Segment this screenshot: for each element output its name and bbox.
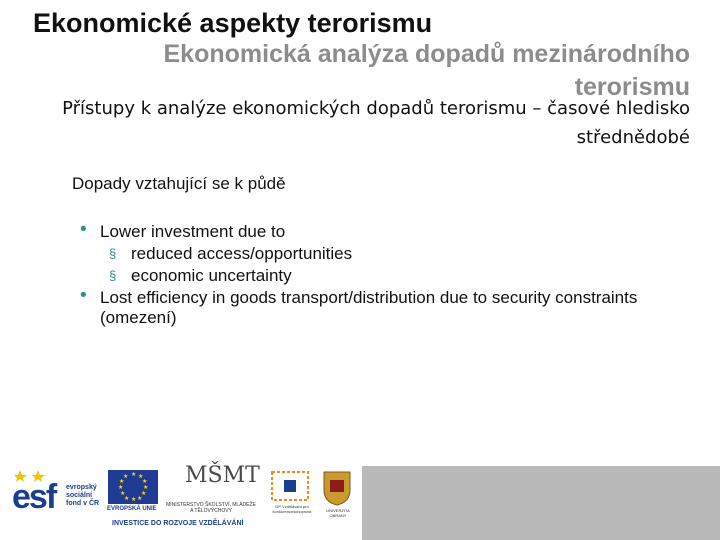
footer-bar xyxy=(362,466,720,540)
section-title: Dopady vztahující se k půdě xyxy=(72,174,286,193)
esf-caption: evropský sociální fond v ČR xyxy=(66,484,100,507)
crest-caption: UNIVERZITA OBRANY xyxy=(326,508,350,518)
slide-title: Ekonomické aspekty terorismu xyxy=(33,8,433,38)
esf-logo: esf xyxy=(12,478,56,516)
university-crest-icon xyxy=(322,470,352,506)
footer-logos xyxy=(0,463,720,540)
bullet-item: • Lower investment due to xyxy=(80,222,680,242)
msmt-logo: MŠMT xyxy=(185,463,260,488)
svg-text:★: ★ xyxy=(138,473,144,480)
svg-text:★: ★ xyxy=(120,490,126,497)
svg-text:★: ★ xyxy=(143,484,149,491)
esf-stars-icon xyxy=(14,470,54,482)
svg-text:★: ★ xyxy=(142,478,148,485)
sub-bullet-item: § reduced access/opportunities xyxy=(80,244,680,264)
eu-flag-icon xyxy=(108,470,158,504)
svg-text:★: ★ xyxy=(137,495,143,502)
msmt-caption: MINISTERSTVO ŠKOLSTVÍ, MLÁDEŽE A TĚLOVÝCHOVY xyxy=(166,502,256,514)
sub-bullet-item: § economic uncertainty xyxy=(80,266,680,286)
footer-slogan: INVESTICE DO ROZVOJE VZDĚLÁVÁNÍ xyxy=(112,520,244,527)
slide-heading: Přístupy k analýze ekonomických dopadů terorismu – časové hledisko střednědobé xyxy=(62,98,690,148)
op-caption: OP Vzdělávání pro konkurenceschopnost xyxy=(272,504,312,514)
op-logo-icon xyxy=(266,470,314,502)
svg-text:★: ★ xyxy=(141,490,147,497)
svg-text:★: ★ xyxy=(123,473,129,480)
svg-text:★: ★ xyxy=(131,496,137,503)
svg-text:★: ★ xyxy=(119,478,125,485)
svg-text:★: ★ xyxy=(131,471,137,478)
eu-caption: EVROPSKÁ UNIE xyxy=(107,506,157,512)
svg-text:★: ★ xyxy=(118,484,124,491)
svg-text:★: ★ xyxy=(124,495,130,502)
slide-subtitle: Ekonomická analýza dopadů mezinárodního terorismu xyxy=(163,40,690,101)
bullet-list xyxy=(80,222,680,330)
bullet-item: • Lost efficiency in goods transport/distribution due to security constraints (omezení) xyxy=(80,288,680,328)
